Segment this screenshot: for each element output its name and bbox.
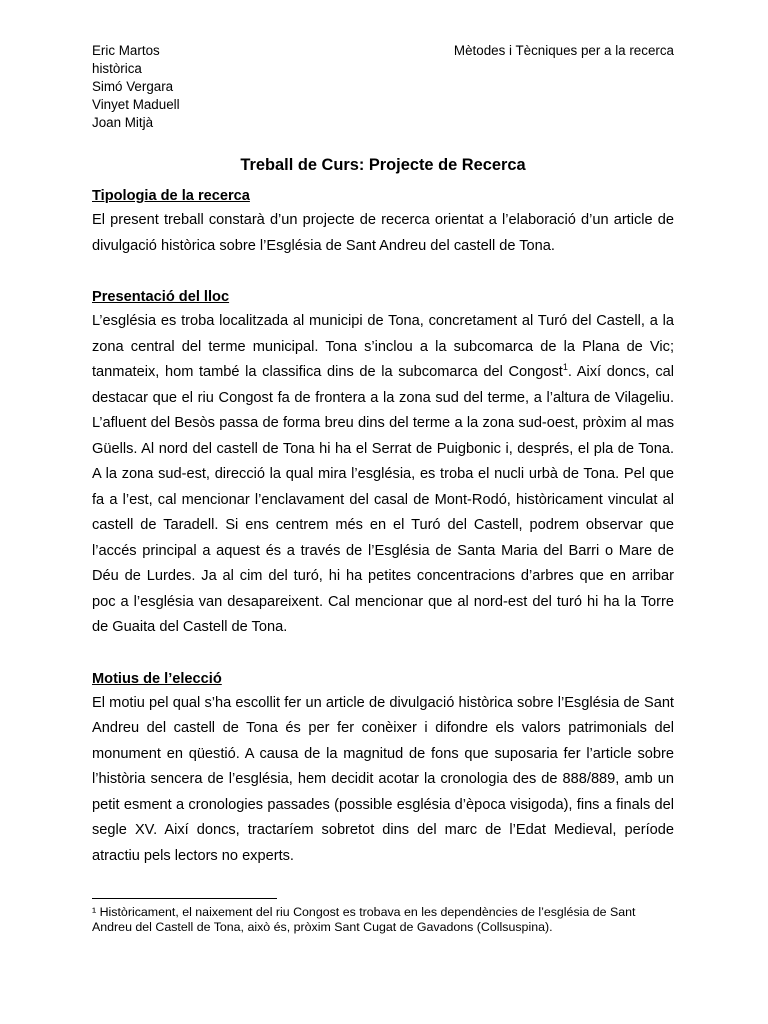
section-heading-presentacio: Presentació del lloc [92,289,230,305]
document-body [92,184,674,869]
author-line: Joan Mitjà [92,115,154,130]
author-line: històrica [92,61,142,76]
section-heading-tipologia: Tipologia de la recerca [92,188,250,204]
footnote-mark: ¹ [92,905,97,919]
page-header [92,42,674,132]
paragraph-text: L’església es troba localitzada al municipi de Tona, concretament al Turó del Castell, a la zona central del terme municipal. Tona s’inclou a la subcomarca de la Plana de Vic; tanmateix, hom també la classifica dins de la subcomarca del Congost [92,313,674,380]
author-line: Simó Vergara [92,79,174,94]
paragraph-text: . Així doncs, cal destacar que el riu Congost fa de frontera a la zona sud del terme, a l’altura de Vilageliu. L’afluent del Besòs passa de forma breu dins del terme a la zona sud-oest, pròxim al mas Güells. Al nord del castell de Tona hi ha el Serrat de Puigbonic i, després, el pla de Tona. A la zona sud-est, direcció la qual mira l’església, es troba el nucli urbà de Tona. Pel que fa a l’est, cal mencionar l’enclavament del casal de Mont-Rodó, històricament vinculat al castell de Taradell. Si ens centrem més en el Turó del Castell, podrem observar que l’accés principal a aquest és a través de l’Església de Santa Maria del Barri o Mare de Déu de Lurdes. Ja al cim del turó, hi ha petites concentracions d’arbres que en arribar poc a l’església van desapareixent. Cal mencionar que al nord-est del turó hi ha la Torre de Guaita del Castell de Tona. [92,364,674,635]
section-paragraph-presentacio [92,309,674,641]
author-line: Vinyet Maduell [92,97,180,112]
document-title: Treball de Curs: Projecte de Recerca [240,156,526,174]
author-line: Eric Martos [92,43,160,58]
footnote [92,905,674,935]
course-name: Mètodes i Tècniques per a la recerca [453,43,674,58]
footnote-reference[interactable]: 1 [562,362,568,373]
section-heading-motius: Motius de l’elecció [92,670,222,687]
section-paragraph-motius: El motiu pel qual s’ha escollit fer un article de divulgació històrica sobre l’Església de Sant Andreu del castell de Tona és per fer conèixer i difondre els valors patrimonials del monument en qüestió. A causa de la magnitud de fons que suposaria fer l’article sobre l’història sencera de l’església, hem decidit acotar la cronologia des de 888/889, amb un petit esment a cronologies passades (possible església d’època visigoda), fins a finals del segle XV. Així doncs, tractaríem sobretot dins del marc de l’Edat Medieval, període atractiu pels lectors no experts. [92,694,674,864]
section-paragraph-tipologia: El present treball constarà d’un projecte de recerca orientat a l’elaboració d’un article de divulgació històrica sobre l’Església de Sant Andreu del castell de Tona. [92,212,674,254]
footnote-separator [92,898,277,899]
footnote-text: Històricament, el naixement del riu Congost es trobava en les dependències de l’església de Sant Andreu del Castell de Tona, això és, pròxim Sant Cugat de Gavadons (Collsuspina). [92,905,636,934]
